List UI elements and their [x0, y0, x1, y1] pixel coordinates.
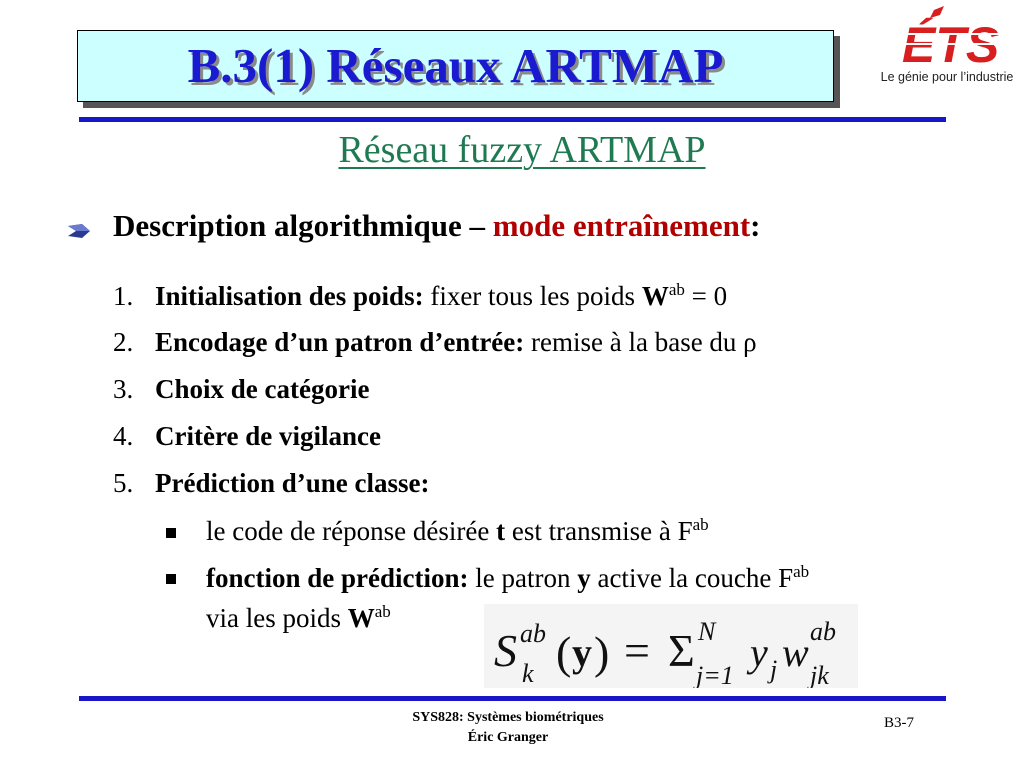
- sub-item-text: le patron: [468, 563, 578, 593]
- formula-w-sub: jk: [810, 661, 829, 688]
- bottom-rule: [79, 696, 946, 701]
- step-heading: Initialisation des poids:: [155, 281, 424, 311]
- step-number: 4.: [113, 421, 134, 451]
- formula-s-sub: k: [522, 659, 534, 688]
- weight-superscript: ab: [668, 280, 685, 299]
- weight-symbol: W: [347, 603, 375, 633]
- step-text: remise à la base du ρ: [524, 327, 757, 357]
- symbol-t: t: [496, 516, 506, 546]
- sub-item-2: [206, 563, 809, 594]
- logo-text: ÉTS: [902, 17, 1000, 70]
- formula-s: S: [494, 625, 517, 676]
- prediction-formula: [484, 604, 858, 688]
- footer-course: SYS828: Systèmes biométriques: [412, 710, 604, 725]
- step-heading: Prédiction d’une classe:: [155, 468, 430, 498]
- layer-superscript: ab: [692, 515, 709, 534]
- arrow-bullet-icon: [68, 224, 90, 238]
- logo-tagline: Le génie pour l’industrie: [880, 70, 1014, 84]
- sub-item-heading: fonction de prédiction:: [206, 563, 469, 593]
- main-bullet-highlight: mode entraînement: [492, 208, 751, 243]
- weight-symbol: W: [641, 281, 669, 311]
- step-number: 2.: [113, 327, 134, 357]
- formula-w-sup: ab: [810, 617, 836, 646]
- weight-superscript: ab: [374, 602, 391, 621]
- formula-s-sup: ab: [520, 619, 546, 648]
- symbol-y: y: [577, 563, 591, 593]
- formula-close-paren: ): [594, 627, 610, 678]
- step-heading: Choix de catégorie: [155, 374, 370, 404]
- step-tail: = 0: [684, 281, 728, 311]
- footer-author: Éric Granger: [467, 730, 549, 745]
- step-number: 5.: [113, 468, 134, 498]
- main-bullet: [113, 208, 761, 244]
- footer-center: [300, 708, 716, 748]
- step-text: fixer tous les poids: [423, 281, 642, 311]
- formula-sum-sup: N: [698, 617, 716, 646]
- step-number: 3.: [113, 374, 134, 404]
- formula-y-sub: j: [770, 655, 778, 684]
- formula-y: y: [750, 630, 768, 675]
- main-bullet-prefix: Description algorithmique –: [113, 208, 493, 243]
- formula-sum-sub: j=1: [696, 661, 734, 688]
- sub-item-1: [206, 516, 709, 547]
- formula-arg: y: [572, 630, 592, 675]
- sub-item-text: le code de réponse désirée: [206, 516, 497, 546]
- sub-item-text: active la couche F: [590, 563, 794, 593]
- ets-logo-mark: [880, 6, 1014, 70]
- formula-w: w: [782, 630, 809, 675]
- slide-title: B.3(1) Réseaux ARTMAP: [187, 38, 724, 93]
- slide-subtitle: Réseau fuzzy ARTMAP: [338, 129, 706, 171]
- square-bullet-icon: [166, 574, 176, 584]
- top-rule: [79, 117, 946, 122]
- main-bullet-suffix: :: [750, 208, 761, 243]
- formula-sum: Σ: [668, 625, 695, 676]
- step-heading: Critère de vigilance: [155, 421, 381, 451]
- formula-equals: =: [624, 625, 650, 676]
- ets-logo: [880, 6, 1014, 94]
- formula-open-paren: (: [556, 627, 572, 678]
- sub-item-2-line2: [206, 603, 391, 634]
- step-number: 1.: [113, 281, 134, 311]
- square-bullet-icon: [166, 528, 176, 538]
- subtitle-wrap: [0, 128, 1024, 172]
- step-heading: Encodage d’un patron d’entrée:: [155, 327, 525, 357]
- title-box: [77, 30, 834, 102]
- sub-item-text: via les poids: [206, 603, 348, 633]
- page-number: B3-7: [884, 715, 914, 731]
- layer-superscript: ab: [793, 562, 810, 581]
- sub-item-text: est transmise à F: [505, 516, 693, 546]
